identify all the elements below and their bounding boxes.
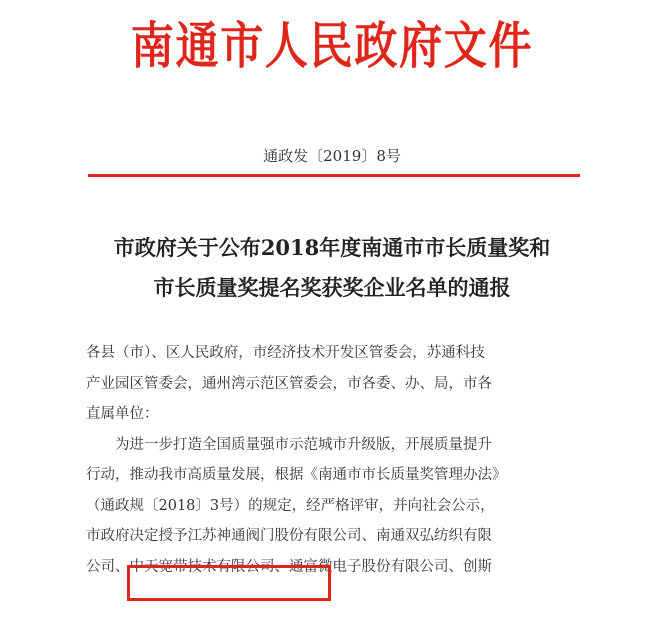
paragraph-line: （通政规〔2018〕3号）的规定，经严格评审，并向社会公示， bbox=[86, 497, 495, 514]
paragraph-line: 为进一步打造全国质量强市示范城市升级版，开展质量提升 bbox=[115, 436, 492, 453]
addressee-line: 产业园区管委会，通州湾示范区管委会，市各委、办、局，市各 bbox=[86, 375, 492, 392]
document-number: 通政发〔2019〕8号 bbox=[263, 147, 401, 165]
addressee-line: 各县（市）、区人民政府，市经济技术开发区管委会，苏通科技 bbox=[86, 345, 485, 361]
paragraph-line: 公司、中天宽带技术有限公司、通富微电子股份有限公司、创斯 bbox=[86, 558, 492, 575]
title-line: 市政府关于公布2018年度南通市市长质量奖和 bbox=[113, 235, 551, 260]
document-body bbox=[86, 338, 586, 582]
title-line: 市长质量奖提名奖获奖企业名单的通报 bbox=[153, 275, 511, 300]
document-title bbox=[40, 228, 624, 308]
document-masthead: 南通市人民政府文件 bbox=[130, 16, 534, 75]
red-divider-line bbox=[88, 174, 580, 177]
addressee-line: 直属单位： bbox=[86, 406, 159, 422]
highlight-box bbox=[127, 565, 331, 601]
paragraph-line: 市政府决定授予江苏神通阀门股份有限公司、南通双弘纺织有限 bbox=[86, 528, 492, 544]
paragraph-line: 行动，推动我市高质量发展，根据《南通市市长质量奖管理办法》 bbox=[86, 467, 507, 483]
